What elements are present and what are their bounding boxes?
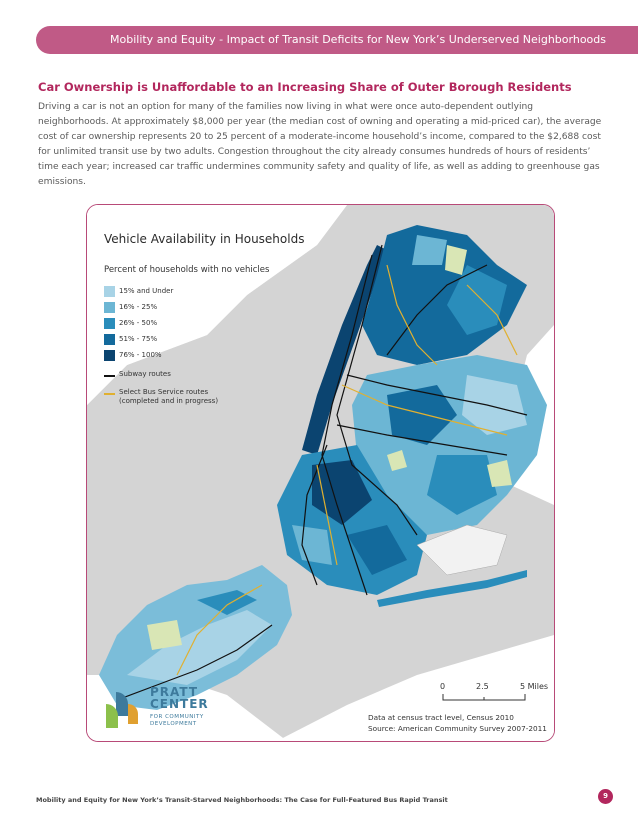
legend-subtitle: Percent of households with no vehicles [104,265,270,275]
legend-swatch [104,286,115,297]
legend-label: 26% - 50% [119,319,158,327]
map-frame [86,204,555,742]
bus-label: Select Bus Service routes (completed and in progress) [119,388,219,405]
nyc-map [87,205,554,741]
section-heading: Car Ownership is Unaffordable to an Increasing Share of Outer Borough Residents [38,80,572,94]
logo-sub-1: FOR COMMUNITY [150,714,204,720]
logo-subtitle [150,714,204,728]
legend-label: 51% - 75% [119,335,158,343]
footer-text: Mobility and Equity for New York’s Transit-Starved Neighborhoods: The Case for Full-Featured Bus Rapid Transit [36,796,448,804]
legend-swatch [104,350,115,361]
logo-line-1: PRATT [150,685,199,699]
pratt-logo-icon [104,690,144,730]
legend-swatch [104,302,115,313]
scale-tick-1: 2.5 [476,682,489,691]
section-body: Driving a car is not an option for many of the families now living in what were once auto-dependent outlying neighborhoods. At approximately $8,000 per year (the median cost of owning and operating a mid-priced car), the average cost of car ownership represents 20 to 25 percent of a moderate-income household’s income, compared to the $2,688 cost for unlimited transit use by two adults. Congestion throughout the city already consumes hundreds of hours of residents’ time each year; increased car traffic undermines community safety and quality of life, as well as adding to greenhouse gas emissions. [38,102,602,187]
legend-label: 76% - 100% [119,351,162,359]
source-line-2: Source: American Community Survey 2007-2011 [368,724,547,733]
source-note [368,712,547,734]
scale-tick-0: 0 [440,682,446,691]
scale-line [442,694,532,704]
header-banner [36,26,638,54]
source-line-1: Data at census tract level, Census 2010 [368,713,514,722]
banner-title: Mobility and Equity - Impact of Transit Deficits for New York’s Underserved Neighborhoods [110,33,606,46]
scale-tick-2: 5 Miles [520,682,549,691]
subway-label: Subway routes [119,370,171,378]
legend-swatch [104,318,115,329]
bus-line-swatch [104,393,115,395]
map-title: Vehicle Availability in Households [104,232,305,246]
logo-sub-2: DEVELOPMENT [150,721,197,727]
page-number: 9 [598,789,613,804]
legend-label: 15% and Under [119,287,174,295]
logo-name [150,686,209,710]
subway-line-swatch [104,375,115,377]
legend-swatch [104,334,115,345]
legend-label: 16% - 25% [119,303,158,311]
scale-bar [440,682,550,712]
logo-line-2: CENTER [150,697,209,711]
